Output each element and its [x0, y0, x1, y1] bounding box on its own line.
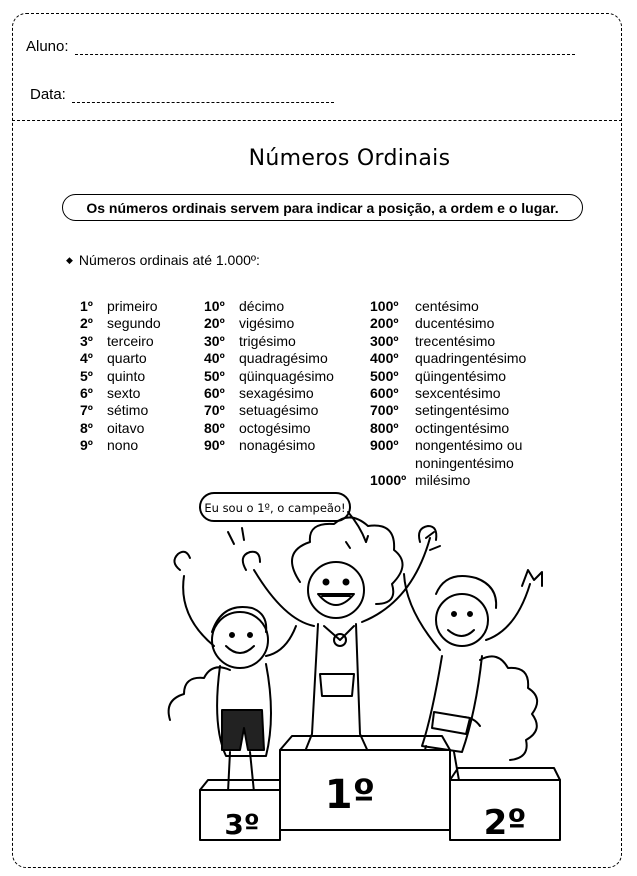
- ordinal-word: octogésimo: [239, 419, 311, 436]
- podium-second-label: 2º: [483, 803, 527, 843]
- ordinal-number: 400º: [370, 350, 399, 367]
- ordinal-number: 1º: [80, 298, 93, 314]
- ordinal-row: [204, 368, 334, 385]
- ordinal-number: 2º: [80, 315, 93, 332]
- ordinal-number: 700º: [370, 402, 399, 419]
- ordinal-word: trigésimo: [239, 332, 296, 349]
- speech-bubble: [200, 493, 366, 542]
- ordinal-row: [370, 368, 526, 385]
- ordinals-column-units: [80, 298, 161, 455]
- podium-first-label: 1º: [324, 772, 376, 818]
- ordinal-word: sexagésimo: [239, 384, 314, 401]
- ordinal-word: oitavo: [107, 419, 145, 436]
- ordinal-row: [80, 385, 161, 402]
- student-name-line[interactable]: [75, 42, 575, 55]
- ordinal-number: 4º: [80, 350, 93, 367]
- ordinal-row: [204, 315, 334, 332]
- ordinal-word: milésimo: [415, 471, 471, 488]
- podium: [200, 736, 560, 843]
- diamond-bullet-icon: ◆: [66, 255, 73, 265]
- ordinal-row: [204, 437, 334, 454]
- ordinal-number: 40º: [204, 350, 225, 367]
- ordinal-word: centésimo: [415, 298, 479, 314]
- header-divider: [12, 120, 622, 121]
- date-field: [30, 86, 334, 103]
- ordinal-row: [370, 315, 526, 332]
- ordinal-row: [80, 350, 161, 367]
- ordinal-number: 70º: [204, 402, 225, 419]
- ordinal-number: 8º: [80, 419, 93, 436]
- ordinal-row: [370, 298, 526, 315]
- ordinal-number: 90º: [204, 437, 225, 454]
- ordinal-row: [370, 437, 526, 454]
- ordinal-word: terceiro: [107, 332, 154, 349]
- ordinal-number: 500º: [370, 367, 399, 384]
- ordinal-word: décimo: [239, 298, 285, 314]
- ordinal-number: 1000º: [370, 471, 407, 488]
- ordinal-number: 6º: [80, 384, 93, 401]
- ordinal-word: primeiro: [107, 298, 158, 314]
- section-heading-text: Números ordinais até 1.000º:: [78, 252, 260, 268]
- ordinal-row: [370, 385, 526, 402]
- ordinal-word: ducentésimo: [415, 315, 495, 332]
- ordinal-number: 300º: [370, 332, 399, 349]
- ordinal-word: setuagésimo: [239, 402, 319, 419]
- ordinal-number: 600º: [370, 384, 399, 401]
- ordinal-row: [80, 315, 161, 332]
- ordinal-row: [204, 333, 334, 350]
- ordinal-number: 30º: [204, 332, 225, 349]
- ordinal-word: quarto: [107, 350, 147, 367]
- ordinal-word: quinto: [107, 367, 146, 384]
- ordinal-number: 9º: [80, 437, 93, 454]
- ordinal-row: [370, 420, 526, 437]
- ordinal-number: 10º: [204, 298, 225, 314]
- ordinals-column-tens: [204, 298, 334, 455]
- ordinal-row: [80, 420, 161, 437]
- ordinal-word: setingentésimo: [415, 402, 510, 419]
- ordinal-word: quadringentésimo: [415, 350, 527, 367]
- third-place-child: [174, 552, 296, 796]
- student-label: Aluno:: [26, 38, 69, 55]
- student-name-field: [26, 38, 575, 55]
- ordinal-number: 3º: [80, 332, 93, 349]
- title-text: Números Ordinais: [248, 146, 451, 171]
- ordinal-word: nonagésimo: [239, 437, 316, 454]
- speech-bubble-text: Eu sou o 1º, o campeão!: [204, 501, 346, 515]
- section-heading: [66, 252, 260, 268]
- ordinal-word: quadragésimo: [239, 350, 328, 367]
- ordinal-number: 50º: [204, 367, 225, 384]
- ordinals-column-hundreds: [370, 298, 526, 489]
- ordinal-word: trecentésimo: [415, 332, 496, 349]
- ordinal-number: 20º: [204, 315, 225, 332]
- ordinal-number: 900º: [370, 437, 399, 454]
- ordinal-number: 200º: [370, 315, 399, 332]
- ordinal-word: nongentésimo ou: [415, 437, 523, 454]
- date-label: Data:: [30, 86, 66, 103]
- ordinal-word: noningentésimo: [415, 454, 514, 471]
- ordinal-row: [370, 472, 526, 489]
- ordinal-word: sexcentésimo: [415, 384, 501, 401]
- motion-marks: [228, 528, 440, 550]
- ordinal-row: [80, 368, 161, 385]
- ordinal-number: 800º: [370, 419, 399, 436]
- date-line[interactable]: [72, 90, 334, 103]
- ordinal-row: [204, 402, 334, 419]
- ordinal-word: sétimo: [107, 402, 149, 419]
- definition-box: [62, 194, 583, 221]
- ordinal-word: segundo: [107, 315, 161, 332]
- ordinal-row: [370, 455, 526, 472]
- ordinal-number: 7º: [80, 402, 93, 419]
- ordinal-row: [204, 420, 334, 437]
- ordinal-word: qüinquagésimo: [239, 367, 334, 384]
- podium-illustration: [150, 490, 590, 845]
- podium-third-label: 3º: [224, 808, 260, 841]
- ordinal-row: [80, 402, 161, 419]
- ordinal-row: [370, 333, 526, 350]
- definition-text: Os números ordinais servem para indicar a posição, a ordem e o lugar.: [86, 199, 559, 216]
- page-title: [0, 146, 637, 171]
- ordinal-word: nono: [107, 437, 139, 454]
- ordinal-word: octingentésimo: [415, 419, 510, 436]
- ordinal-number: 80º: [204, 419, 225, 436]
- ordinal-number: 5º: [80, 367, 93, 384]
- ordinal-row: [370, 402, 526, 419]
- ordinal-word: vigésimo: [239, 315, 295, 332]
- ordinal-row: [204, 298, 334, 315]
- ordinal-number: 100º: [370, 298, 399, 314]
- ordinal-row: [370, 350, 526, 367]
- ordinal-word: sexto: [107, 384, 141, 401]
- ordinal-row: [204, 350, 334, 367]
- ordinal-number: 60º: [204, 384, 225, 401]
- ordinal-row: [80, 333, 161, 350]
- ordinal-row: [80, 298, 161, 315]
- ordinal-word: qüingentésimo: [415, 367, 507, 384]
- ordinal-row: [80, 437, 161, 454]
- ordinal-row: [204, 385, 334, 402]
